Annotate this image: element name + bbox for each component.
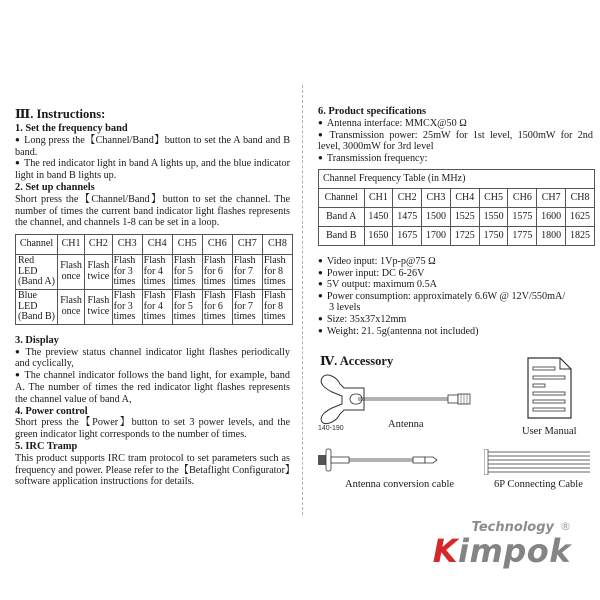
table-cell: Flash twice	[85, 289, 113, 324]
bullet-text: ● Power consumption: approximately 6.6W @ 12V/550mA/	[318, 291, 593, 303]
paragraph: Short press the【Channel/Band】button to set the channel. The number of times the current band indicator light flashes represents the channel, and channels 1-8 can be set in a loop.	[15, 193, 290, 229]
table-header: CH3	[112, 235, 142, 255]
table-cell: Flash once	[57, 255, 84, 290]
accessory-label-conversion-cable: Antenna conversion cable	[345, 479, 455, 490]
paragraph: This product supports IRC tram protocol to set parameters such as frequency and power. Please refer to the【Betaflight Configurator】software application instructions for details.	[15, 452, 290, 488]
bullet-text: ● Weight: 21. 5g(antenna not included)	[318, 326, 593, 338]
table-cell: 1475	[393, 207, 422, 226]
instructions-title: Ⅲ. Instructions:	[15, 107, 106, 121]
table-cell: 1600	[537, 207, 566, 226]
table-cell: 1650	[364, 226, 393, 245]
table-header: CH5	[172, 235, 202, 255]
table-cell: Flash for 5 times	[172, 289, 202, 324]
row-label: Band A	[319, 207, 365, 226]
bullet-text: ● Antenna interface: MMCX@50 Ω	[318, 118, 593, 130]
table-header: CH6	[202, 235, 232, 255]
table-header-row	[319, 188, 595, 207]
accessory-label-6p-cable: 6P Connecting Cable	[494, 479, 583, 490]
table-header: CH2	[85, 235, 113, 255]
brand-watermark	[318, 520, 593, 568]
table-header: CH4	[450, 188, 479, 207]
watermark-brand-initial: K	[432, 532, 459, 570]
section-heading: 1. Set the frequency band	[15, 123, 128, 134]
table-header: CH7	[537, 188, 566, 207]
table-cell: 1700	[422, 226, 451, 245]
table-cell: Flash for 8 times	[262, 255, 292, 290]
bullet-text: ● The preview status channel indicator light flashes periodically and cyclically,	[15, 347, 290, 371]
table-cell: 1450	[364, 207, 393, 226]
row-label: Band B	[319, 226, 365, 245]
table-cell: Flash for 6 times	[202, 289, 232, 324]
watermark-brand: Kimpok	[432, 532, 571, 570]
section-heading: 2. Set up channels	[15, 181, 95, 193]
accessory-title: Ⅳ. Accessory	[320, 354, 394, 368]
table-row	[16, 255, 293, 290]
table-cell: Flash once	[57, 289, 84, 324]
table-cell: Flash for 4 times	[142, 255, 172, 290]
antenna-icon	[318, 370, 478, 425]
bullet-text: ● Power input: DC 6-26V	[318, 268, 593, 280]
table-header: CH2	[393, 188, 422, 207]
table-cell: 1725	[450, 226, 479, 245]
table-cell: Flash for 6 times	[202, 255, 232, 290]
table-cell: Flash for 8 times	[262, 289, 292, 324]
bullet-text: ● Long press the【Channel/Band】button to set the A band and B band.	[15, 135, 290, 159]
table-cell: 1800	[537, 226, 566, 245]
table-cell: 1825	[566, 226, 595, 245]
bullet-text: ● The red indicator light in band A lights up, and the blue indicator light in band B lights up.	[15, 158, 290, 182]
table-header: Channel	[16, 235, 58, 255]
accessory-label-user-manual: User Manual	[522, 426, 577, 437]
section-heading: 4. Power control	[15, 405, 88, 417]
bullet-continuation: 3 levels	[329, 302, 361, 314]
bullet-text: ● Transmission frequency:	[318, 153, 593, 165]
bullet-text: ● Size: 35x37x12mm	[318, 314, 593, 326]
column-divider	[302, 85, 303, 515]
watermark-subtitle: Technology	[471, 520, 554, 535]
table-cell: 1775	[508, 226, 537, 245]
table-row	[319, 226, 595, 245]
table-cell: 1750	[479, 226, 508, 245]
table-cell: Flash for 4 times	[142, 289, 172, 324]
table-cell: 1500	[422, 207, 451, 226]
table-cell: 1675	[393, 226, 422, 245]
table-header: CH1	[57, 235, 84, 255]
document-icon	[527, 357, 572, 419]
table-header-row	[16, 235, 293, 255]
table-header: CH4	[142, 235, 172, 255]
table-row	[319, 207, 595, 226]
paragraph: Short press the【Power】button to set 3 power levels, and the green indicator light corresponds to the number of times.	[15, 417, 290, 441]
bullet-text: ● Video input: 1Vp-p@75 Ω	[318, 256, 593, 268]
table-cell: 1625	[566, 207, 595, 226]
table-caption: Channel Frequency Table (in MHz)	[319, 169, 595, 188]
frequency-table	[318, 169, 595, 246]
table-header: CH8	[566, 188, 595, 207]
table-header: Channel	[319, 188, 365, 207]
spec-list	[318, 256, 593, 337]
accessory-label-antenna: Antenna	[388, 419, 424, 430]
watermark-subtitle-line	[318, 520, 593, 534]
table-cell: 1525	[450, 207, 479, 226]
instructions-column	[15, 107, 290, 488]
table-cell: Flash for 5 times	[172, 255, 202, 290]
table-cell: Flash for 7 times	[232, 289, 262, 324]
table-header: CH8	[262, 235, 292, 255]
table-row	[16, 289, 293, 324]
bullet-text: ● Transmission power: 25mW for 1st level, 1500mW for 2nd level, 3000mW for 3rd level	[318, 130, 593, 154]
table-cell: Flash for 3 times	[112, 289, 142, 324]
table-cell: 1575	[508, 207, 537, 226]
bullet-text: ● 5V output: maximum 0.5A	[318, 279, 593, 291]
table-cell: Flash twice	[85, 255, 113, 290]
ribbon-cable-icon	[484, 449, 590, 475]
specifications-column	[318, 106, 593, 337]
registered-mark: ®	[560, 520, 571, 533]
table-header: CH7	[232, 235, 262, 255]
table-cell: 1550	[479, 207, 508, 226]
cable-icon	[318, 447, 448, 473]
table-header: CH6	[508, 188, 537, 207]
spec-list-wrap	[318, 256, 593, 337]
table-header: CH3	[422, 188, 451, 207]
section-heading: 3. Display	[15, 334, 59, 346]
bullet-text: ● The channel indicator follows the band light, for example, band A. The number of times the red indicator light flashes represents the channel value of band A,	[15, 370, 290, 405]
antenna-tag: 140-190	[318, 425, 344, 432]
table-header: CH1	[364, 188, 393, 207]
table-caption-row	[319, 169, 595, 188]
led-channel-table	[15, 234, 293, 325]
table-header: CH5	[479, 188, 508, 207]
row-label: Blue LED (Band B)	[16, 289, 58, 324]
section-heading: 5. IRC Tramp	[15, 440, 78, 452]
section-heading: 6. Product specifications	[318, 106, 427, 117]
table-cell: Flash for 7 times	[232, 255, 262, 290]
row-label: Red LED (Band A)	[16, 255, 58, 290]
table-cell: Flash for 3 times	[112, 255, 142, 290]
